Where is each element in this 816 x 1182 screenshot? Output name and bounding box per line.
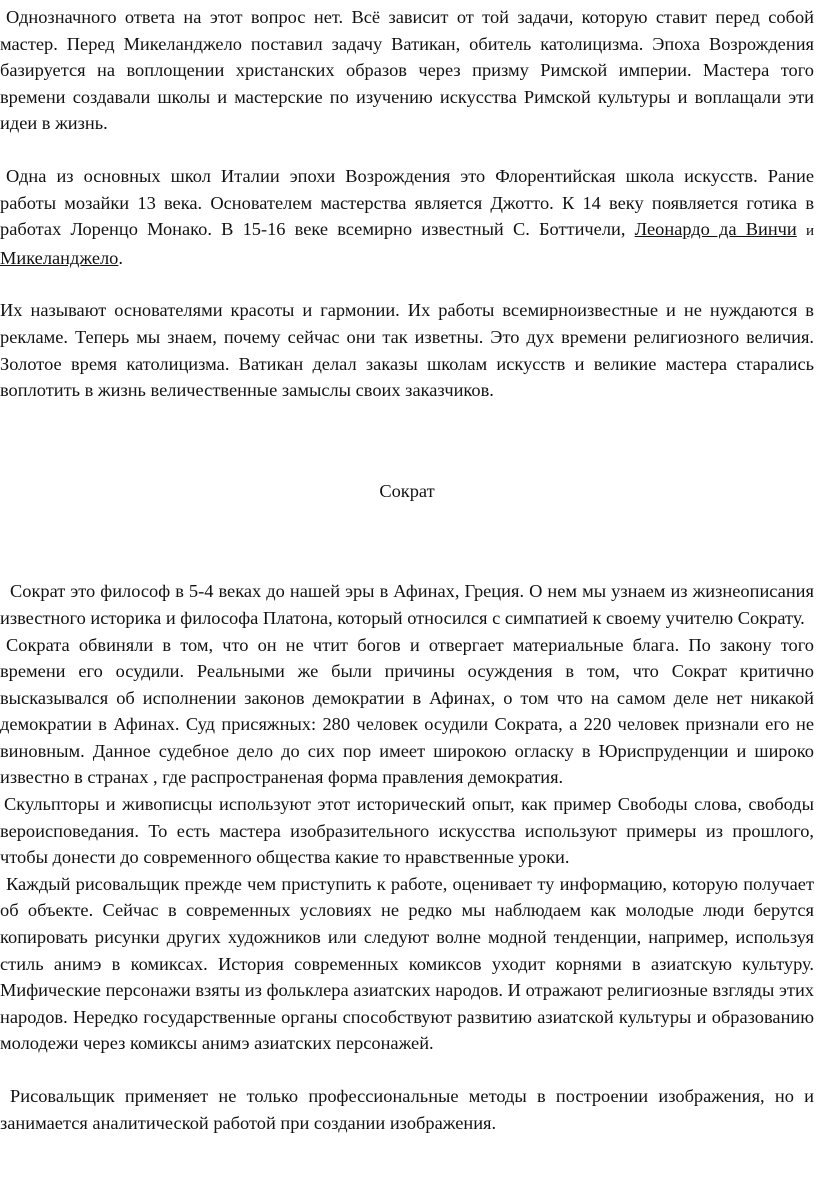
paragraph-socrates-intro (0, 578, 814, 631)
paragraph-text: Каждый рисовальщик прежде чем приступить к работе, оценивает ту информацию, которую получает об объекте. Сейчас в современных условиях не редко мы наблюдаем как молодые люди берутся копировать рисунки других художников или следуют волне модной тенденции, например, используя стиль анимэ в комиксах. История современных комиксов уходит корнями в азиатскую культуру. Мифические персонажи взяты из фольклера азиатских народов. И отражают религиозные взгляды этих народов. Нередко государственные органы способствуют развитию азиатской культуры и образованию молодежи через комиксы анимэ азиатских персонажей. (0, 873, 814, 1054)
paragraph-sculptors-painters (0, 791, 814, 871)
paragraph-text: Сократа обвиняли в том, что он не чтит богов и отвергает материальные блага. По закону того времени его осудили. Реальными же были причины осуждения в том, что Сократ критично высказывался об исполнении законов демократии в Афинах, о том что на самом деле нет никакой демократии в Афинах. Суд присяжных: 280 человек осудили Сократа, а 220 человек признали его не виновным. Данное судебное дело до сих пор имеет широкою огласку в Юриспруденции и широко известно в странах , где распространеная форма правления демократия. (0, 634, 814, 788)
spacer (0, 137, 814, 163)
paragraph-text: Одна из основных школ Италии эпохи Возрождения это Флорентийская школа искусств. Рание работы мозайки 13 века. Основателем мастерства является Джотто. К 14 веку появляется готика в работах Лоренцо Монако. В 15-16 веке всемирно известный С. Боттичели, (0, 165, 814, 240)
spacer (0, 271, 814, 297)
spacer (0, 404, 814, 478)
paragraph-florentine-school (0, 163, 814, 271)
spacer (0, 1057, 814, 1083)
paragraph-text: Их называют основателями красоты и гармонии. Их работы всемирноизвестные и не нуждаются в рекламе. Теперь мы знаем, почему сейчас они так изветны. Это дух времени религиозного величия. Золотое время католицизма. Ватикан делал заказы школам искусств и великие мастера старались воплотить в жизнь величественные замыслы своих заказчиков. (0, 300, 814, 401)
paragraph-draftsman-methods (0, 1083, 814, 1136)
conjunction-text: и (805, 223, 814, 240)
period-text: . (118, 247, 123, 268)
spacer (0, 504, 814, 578)
link-michelangelo[interactable]: Микеланджело (0, 247, 119, 268)
paragraph-renaissance-intro (0, 4, 814, 137)
paragraph-text: Рисовальщик применяет не только профессиональные методы в построении изображения, но и занимается аналитической работой при создании изображения. (0, 1086, 814, 1133)
paragraph-socrates-trial (0, 632, 814, 792)
paragraph-text: Скульпторы и живописцы используют этот исторический опыт, как пример Свободы слова, свободы вероисповедания. То есть мастера изобразительного искусства используют примеры из прошлого, чтобы донести до современного общества какие то нравственные уроки. (0, 794, 814, 868)
paragraph-draftsman-analysis (0, 871, 814, 1057)
paragraph-text: Однозначного ответа на этот вопрос нет. Всё зависит от той задачи, которую ставит перед собой мастер. Перед Микеланджело поставил задачу Ватикан, обитель католицизма. Эпоха Возрождения базируется на воплощении христанских образов через призму Римской империи. Мастера того времени создавали школы и мастерские по изучению искусства Римской культуры и воплащали эти идеи в жизнь. (0, 7, 814, 134)
link-leonardo-da-vinci[interactable]: Леонардо да Винчи (634, 219, 797, 240)
section-heading-socrates: Сократ (379, 480, 435, 501)
paragraph-text: Сократ это философ в 5-4 веках до нашей эры в Афинах, Греция. О нем мы узнаем из жизнеописания известного историка и философа Платона, который относился с симпатией к своему учителю Сократу. (0, 581, 814, 628)
paragraph-founders-of-beauty (0, 297, 814, 403)
